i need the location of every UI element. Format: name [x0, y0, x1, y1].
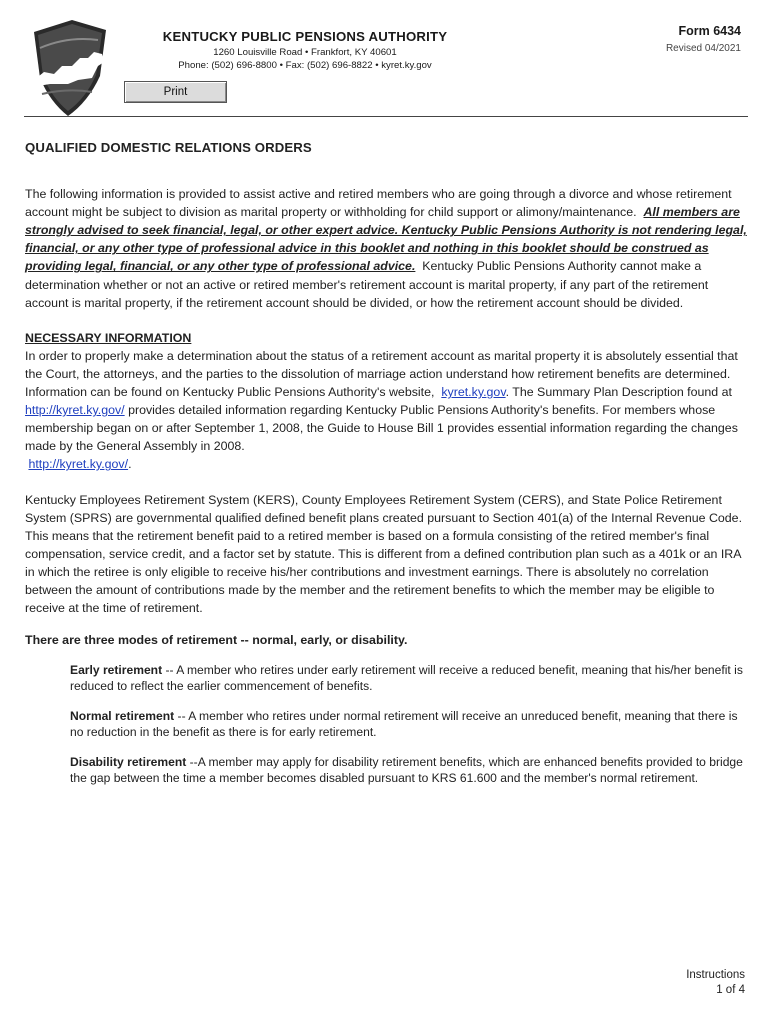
mode-item-disability [70, 754, 747, 786]
mode-term: Early retirement [70, 663, 163, 678]
print-button[interactable]: Print [124, 81, 227, 103]
mode-text: -- A member who retires under normal retirement will receive an unreduced benefit, meaning that there is no reduction in the benefit as there is for early retirement. [70, 709, 738, 740]
header-divider [24, 116, 748, 117]
necessary-info-paragraph [25, 329, 747, 474]
mode-text: -- A member who retires under early retirement will receive a reduced benefit, meaning that his/her benefit is reduced to reflect the earlier commencement of benefits. [70, 663, 743, 694]
intro-text: The following information is provided to assist active and retired members who are going through a divorce and whose retirement account might be subject to division as marital property or withholding for child support or alimony/maintenance. [25, 187, 732, 220]
mode-item-early [70, 662, 747, 694]
mode-item-normal [70, 708, 747, 740]
necessary-text-c: provides detailed information regarding Kentucky Public Pensions Authority's benefits. For members whose membership began on or after September 1, 2008, the Guide to House Bill 1 provides essential information regarding the changes made by the General Assembly in 2008. [25, 403, 738, 454]
modes-heading: There are three modes of retirement -- normal, early, or disability. [25, 633, 408, 648]
page-title: QUALIFIED DOMESTIC RELATIONS ORDERS [25, 140, 312, 155]
house-bill-guide-link[interactable]: http://kyret.ky.gov/ [28, 457, 129, 472]
summary-plan-link[interactable]: http://kyret.ky.gov/ [25, 403, 125, 418]
intro-paragraph [25, 185, 747, 312]
agency-address: 1260 Louisville Road • Frankfort, KY 40601 [213, 47, 397, 58]
necessary-text-b: . The Summary Plan Description found at [505, 385, 732, 400]
document-body [25, 139, 747, 800]
link-period: . [128, 457, 132, 472]
form-number: Form 6434 [678, 24, 741, 38]
systems-paragraph: Kentucky Employees Retirement System (KERS), County Employees Retirement System (CERS), and State Police Retirement System (SPRS) are governmental qualified defined benefit plans created pursuant to Section 401(a) of the Internal Revenue Code. This means that the retirement benefit paid to a retired member is based on a formula consisting of the retired member's final compensation, service credit, and a factor set by statute. This is different from a defined contribution plan such as a 401k or an IRA in which the retiree is only eligible to receive his/her contributions and investment earnings. There is absolutely no correlation between the amount of contributions made by the member and the retirement benefits to which the member may be eligible to receive at the time of retirement. [25, 492, 743, 616]
revision-date: Revised 04/2021 [665, 43, 741, 54]
mode-text: --A member may apply for disability retirement benefits, which are enhanced benefits provided to bridge the gap between the time a member becomes disabled pursuant to KRS 61.600 and the member's normal retirement. [70, 755, 743, 786]
page-number: 1 of 4 [716, 984, 745, 996]
kentucky-shield-logo-icon [28, 18, 112, 118]
agency-header [150, 29, 460, 71]
necessary-text-a: In order to properly make a determination about the status of a retirement account as marital property it is absolutely essential that the Court, the attorneys, and the parties to the dissolution of marriage action understand how retirement benefits are determined. Information can be found on Kentucky Public Pensions Authority's website, [25, 348, 738, 400]
page-footer [686, 968, 745, 998]
mode-term: Normal retirement [70, 709, 175, 724]
form-info [666, 24, 741, 54]
section-heading-necessary: NECESSARY INFORMATION [25, 330, 192, 345]
mode-term: Disability retirement [70, 755, 187, 770]
kyret-website-link[interactable]: kyret.ky.gov [441, 385, 506, 400]
intro-emphasis: All members are strongly advised to seek financial, legal, or other expert advice. Kentucky Public Pensions Authority is not rendering legal, financial, or any other type of professional advice in this booklet and nothing in this booklet should be construed as providing legal, financial, or any other type of professional advice. [25, 205, 747, 274]
intro-tail: Kentucky Public Pensions Authority cannot make a determination whether or not an active or retired member's retirement account is marital property, if any part of the retirement account is marital property, if the retirement account should be divided, or how the retirement account should be divided. [25, 259, 709, 310]
agency-contact: Phone: (502) 696-8800 • Fax: (502) 696-8822 • kyret.ky.gov [178, 60, 432, 71]
agency-name: KENTUCKY PUBLIC PENSIONS AUTHORITY [162, 29, 448, 44]
footer-section-label: Instructions [686, 969, 745, 981]
